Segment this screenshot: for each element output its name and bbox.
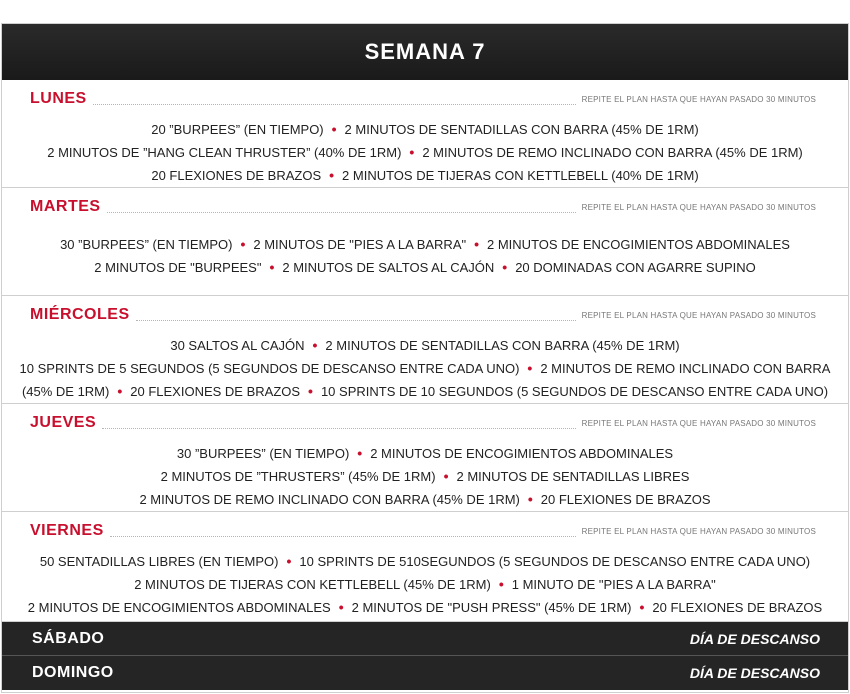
dotted-leader bbox=[102, 428, 575, 429]
bullet-icon: • bbox=[286, 553, 292, 569]
bullet-icon: • bbox=[338, 599, 344, 615]
exercise-line bbox=[2, 442, 848, 465]
exercise-item: 2 MINUTOS DE ”HANG CLEAN THRUSTER” (40% DE 1RM) bbox=[47, 145, 402, 160]
day-section bbox=[2, 404, 848, 512]
bullet-icon: • bbox=[639, 599, 645, 615]
rest-day-row bbox=[2, 622, 848, 656]
day-section bbox=[2, 80, 848, 188]
bullet-icon: • bbox=[240, 236, 246, 252]
day-section bbox=[2, 188, 848, 296]
repeat-note: REPITE EL PLAN HASTA QUE HAYAN PASADO 30 MINUTOS bbox=[581, 202, 816, 212]
exercise-item: 10 SPRINTS DE 510SEGUNDOS (5 SEGUNDOS DE DESCANSO ENTRE CADA UNO) bbox=[299, 554, 811, 569]
dotted-leader bbox=[93, 104, 576, 105]
rest-day-name: SÁBADO bbox=[32, 629, 105, 647]
exercise-line bbox=[2, 141, 848, 164]
exercise-line bbox=[2, 380, 848, 403]
week-title: SEMANA 7 bbox=[364, 39, 486, 64]
exercise-lines bbox=[2, 233, 848, 279]
exercise-item: (45% DE 1RM) bbox=[21, 384, 110, 399]
exercise-line bbox=[2, 488, 848, 511]
repeat-note: REPITE EL PLAN HASTA QUE HAYAN PASADO 30 MINUTOS bbox=[581, 310, 816, 320]
exercise-item: 2 MINUTOS DE SENTADILLAS LIBRES bbox=[456, 469, 690, 484]
bullet-icon: • bbox=[498, 576, 504, 592]
day-section bbox=[2, 512, 848, 622]
bullet-icon: • bbox=[409, 144, 415, 160]
exercise-item: 2 MINUTOS DE SENTADILLAS CON BARRA (45% DE 1RM) bbox=[344, 122, 699, 137]
exercise-line bbox=[2, 357, 848, 380]
dotted-leader bbox=[107, 212, 576, 213]
exercise-item: 20 FLEXIONES DE BRAZOS bbox=[540, 492, 711, 507]
exercise-item: 10 SPRINTS DE 5 SEGUNDOS (5 SEGUNDOS DE DESCANSO ENTRE CADA UNO) bbox=[19, 361, 520, 376]
exercise-item: 2 MINUTOS DE ”THRUSTERS” (45% DE 1RM) bbox=[160, 469, 436, 484]
exercise-item: 2 MINUTOS DE "PIES A LA BARRA" bbox=[253, 237, 467, 252]
bullet-icon: • bbox=[527, 491, 533, 507]
repeat-note: REPITE EL PLAN HASTA QUE HAYAN PASADO 30 MINUTOS bbox=[581, 418, 816, 428]
exercise-line bbox=[2, 164, 848, 187]
exercise-item: 2 MINUTOS DE TIJERAS CON KETTLEBELL (40% DE 1RM) bbox=[342, 168, 699, 183]
week-header bbox=[2, 24, 848, 80]
exercise-item: 50 SENTADILLAS LIBRES (EN TIEMPO) bbox=[39, 554, 279, 569]
exercise-item: 20 FLEXIONES DE BRAZOS bbox=[652, 600, 823, 615]
exercise-item: 20 FLEXIONES DE BRAZOS bbox=[130, 384, 301, 399]
repeat-note: REPITE EL PLAN HASTA QUE HAYAN PASADO 30 MINUTOS bbox=[581, 94, 816, 104]
exercise-item: 30 ”BURPEES” (EN TIEMPO) bbox=[176, 446, 350, 461]
rest-day-name: DOMINGO bbox=[32, 664, 114, 681]
day-name: VIERNES bbox=[30, 522, 104, 539]
rest-day-row bbox=[2, 656, 848, 690]
day-name: MARTES bbox=[30, 198, 101, 215]
workout-plan-card bbox=[1, 23, 849, 693]
exercise-line bbox=[2, 550, 848, 573]
exercise-lines bbox=[2, 442, 848, 511]
exercise-lines bbox=[2, 118, 848, 187]
bullet-icon: • bbox=[329, 167, 335, 183]
exercise-item: 2 MINUTOS DE TIJERAS CON KETTLEBELL (45% DE 1RM) bbox=[134, 577, 491, 592]
day-title-row bbox=[30, 198, 816, 216]
exercise-line bbox=[2, 233, 848, 256]
exercise-line bbox=[2, 573, 848, 596]
bullet-icon: • bbox=[443, 468, 449, 484]
exercise-line bbox=[2, 465, 848, 488]
bullet-icon: • bbox=[357, 445, 363, 461]
exercise-item: 10 SPRINTS DE 10 SEGUNDOS (5 SEGUNDOS DE DESCANSO ENTRE CADA UNO) bbox=[320, 384, 829, 399]
exercise-item: 2 MINUTOS DE ENCOGIMIENTOS ABDOMINALES bbox=[487, 237, 790, 252]
bullet-icon: • bbox=[269, 259, 275, 275]
exercise-lines bbox=[2, 550, 848, 619]
exercise-item: 2 MINUTOS DE SENTADILLAS CON BARRA (45% DE 1RM) bbox=[325, 338, 680, 353]
exercise-item: 2 MINUTOS DE ENCOGIMIENTOS ABDOMINALES bbox=[370, 446, 674, 461]
dotted-leader bbox=[110, 536, 576, 537]
bullet-icon: • bbox=[308, 383, 313, 399]
day-name: LUNES bbox=[30, 90, 87, 107]
exercise-item: 30 ”BURPEES” (EN TIEMPO) bbox=[60, 237, 233, 252]
exercise-item: 2 MINUTOS DE REMO INCLINADO CON BARRA (45% DE 1RM) bbox=[139, 492, 520, 507]
rest-day-label: DÍA DE DESCANSO bbox=[689, 665, 820, 681]
repeat-note: REPITE EL PLAN HASTA QUE HAYAN PASADO 30 MINUTOS bbox=[581, 526, 816, 536]
exercise-line bbox=[2, 334, 848, 357]
day-title-row bbox=[30, 414, 816, 432]
exercise-line bbox=[2, 118, 848, 141]
exercise-item: 2 MINUTOS DE "BURPEES" bbox=[94, 260, 262, 275]
exercise-item: 20 DOMINADAS CON AGARRE SUPINO bbox=[515, 260, 756, 275]
day-section bbox=[2, 296, 848, 404]
exercise-item: 2 MINUTOS DE ENCOGIMIENTOS ABDOMINALES bbox=[27, 600, 331, 615]
exercise-item: 2 MINUTOS DE REMO INCLINADO CON BARRA bbox=[540, 361, 831, 376]
day-title-row bbox=[30, 306, 816, 324]
day-name: MIÉRCOLES bbox=[30, 306, 130, 323]
bullet-icon: • bbox=[527, 360, 533, 376]
day-name: JUEVES bbox=[30, 414, 97, 431]
exercise-item: 2 MINUTOS DE "PUSH PRESS" (45% DE 1RM) bbox=[351, 600, 632, 615]
bullet-icon: • bbox=[312, 337, 318, 353]
exercise-line bbox=[2, 596, 848, 619]
days-list bbox=[2, 80, 848, 622]
exercise-item: 30 SALTOS AL CAJÓN bbox=[170, 338, 305, 353]
exercise-item: 2 MINUTOS DE SALTOS AL CAJÓN bbox=[282, 260, 495, 275]
bullet-icon: • bbox=[502, 259, 508, 275]
exercise-item: 20 FLEXIONES DE BRAZOS bbox=[151, 168, 322, 183]
day-title-row bbox=[30, 522, 816, 540]
bullet-icon: • bbox=[331, 121, 337, 137]
exercise-item: 20 ”BURPEES” (EN TIEMPO) bbox=[151, 122, 324, 137]
exercise-item: 1 MINUTO DE "PIES A LA BARRA" bbox=[511, 577, 716, 592]
rest-day-label: DÍA DE DESCANSO bbox=[689, 630, 820, 647]
dotted-leader bbox=[136, 320, 576, 321]
exercise-item: 2 MINUTOS DE REMO INCLINADO CON BARRA (45% DE 1RM) bbox=[422, 145, 803, 160]
day-title-row bbox=[30, 90, 816, 108]
exercise-line bbox=[2, 256, 848, 279]
exercise-lines bbox=[2, 334, 848, 403]
bullet-icon: • bbox=[474, 236, 480, 252]
bullet-icon: • bbox=[117, 383, 123, 399]
